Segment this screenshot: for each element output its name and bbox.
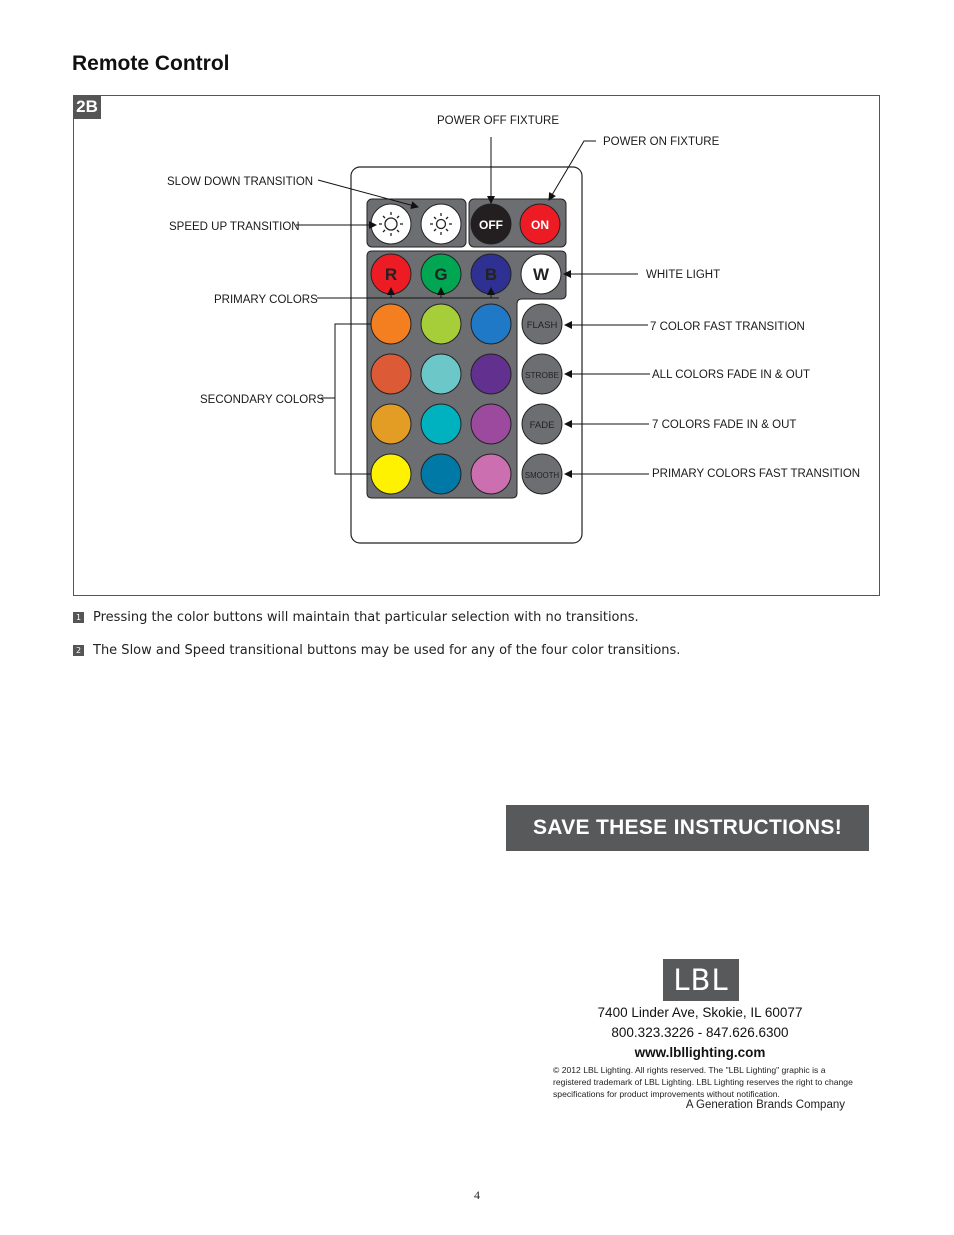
on-button[interactable] <box>520 204 560 244</box>
white-button[interactable] <box>521 254 561 294</box>
flash-label: FLASH <box>526 320 558 331</box>
color-button[interactable] <box>371 404 411 444</box>
g-label: G <box>434 265 448 284</box>
off-button[interactable] <box>471 204 511 244</box>
page-title: Remote Control <box>72 52 230 75</box>
label-speed-up: SPEED UP TRANSITION <box>169 221 300 233</box>
company-phones: 800.323.3226 - 847.626.6300 <box>611 1025 789 1040</box>
page-number: 4 <box>474 1188 480 1202</box>
label-power-on: POWER ON FIXTURE <box>603 136 720 148</box>
fade-button[interactable] <box>522 404 562 444</box>
slow-down-button[interactable] <box>371 204 411 244</box>
r-label: R <box>384 265 398 284</box>
label-primary-colors: PRIMARY COLORS <box>214 294 318 306</box>
company-address: 7400 Linder Ave, Skokie, IL 60077 <box>597 1005 803 1020</box>
smooth-button[interactable] <box>522 454 562 494</box>
color-button[interactable] <box>421 454 461 494</box>
color-button[interactable] <box>421 304 461 344</box>
smooth-label: SMOOTH <box>524 471 560 480</box>
color-button[interactable] <box>371 454 411 494</box>
color-button[interactable] <box>421 354 461 394</box>
lbl-logo: LBL <box>663 959 739 1001</box>
color-button[interactable] <box>371 354 411 394</box>
company-website[interactable]: www.lbllighting.com <box>634 1045 766 1060</box>
flash-button[interactable] <box>522 304 562 344</box>
color-button[interactable] <box>471 304 511 344</box>
note-text: Pressing the color buttons will maintain that particular selection with no transitions. <box>93 610 639 625</box>
parent-company: A Generation Brands Company <box>685 1099 845 1111</box>
color-button[interactable] <box>471 454 511 494</box>
label-smooth-desc: PRIMARY COLORS FAST TRANSITION <box>652 468 861 480</box>
label-fade-desc: 7 COLORS FADE IN & OUT <box>652 419 797 431</box>
strobe-button[interactable] <box>522 354 562 394</box>
note-1 <box>73 610 873 626</box>
note-number: 2 <box>73 645 84 656</box>
note-number: 1 <box>73 612 84 623</box>
speed-up-button[interactable] <box>421 204 461 244</box>
label-secondary-colors: SECONDARY COLORS <box>200 394 325 406</box>
legal-notice: © 2012 LBL Lighting. All rights reserved. The "LBL Lighting" graphic is a registered trademark of LBL Lighting. LBL Lighting reserves the right to change specifications for product improvements without notification. <box>553 1065 853 1099</box>
figure-tag: 2B <box>73 95 101 119</box>
b-label: B <box>484 265 498 284</box>
label-slow-down: SLOW DOWN TRANSITION <box>167 176 314 188</box>
color-button[interactable] <box>421 404 461 444</box>
on-label: ON <box>531 218 549 232</box>
note-text: The Slow and Speed transitional buttons may be used for any of the four color transitions. <box>93 643 681 658</box>
save-instructions-banner: SAVE THESE INSTRUCTIONS! <box>506 805 869 851</box>
note-2 <box>73 643 873 659</box>
strobe-label: STROBE <box>524 370 560 380</box>
label-power-off: POWER OFF FIXTURE <box>437 115 560 127</box>
w-label: W <box>532 265 550 284</box>
fade-label: FADE <box>529 420 555 431</box>
label-strobe-desc: ALL COLORS FADE IN & OUT <box>652 369 811 381</box>
off-label: OFF <box>479 218 503 232</box>
label-white-light: WHITE LIGHT <box>646 269 721 281</box>
color-button[interactable] <box>371 304 411 344</box>
color-button[interactable] <box>471 404 511 444</box>
color-button[interactable] <box>471 354 511 394</box>
label-flash-desc: 7 COLOR FAST TRANSITION <box>650 321 805 333</box>
